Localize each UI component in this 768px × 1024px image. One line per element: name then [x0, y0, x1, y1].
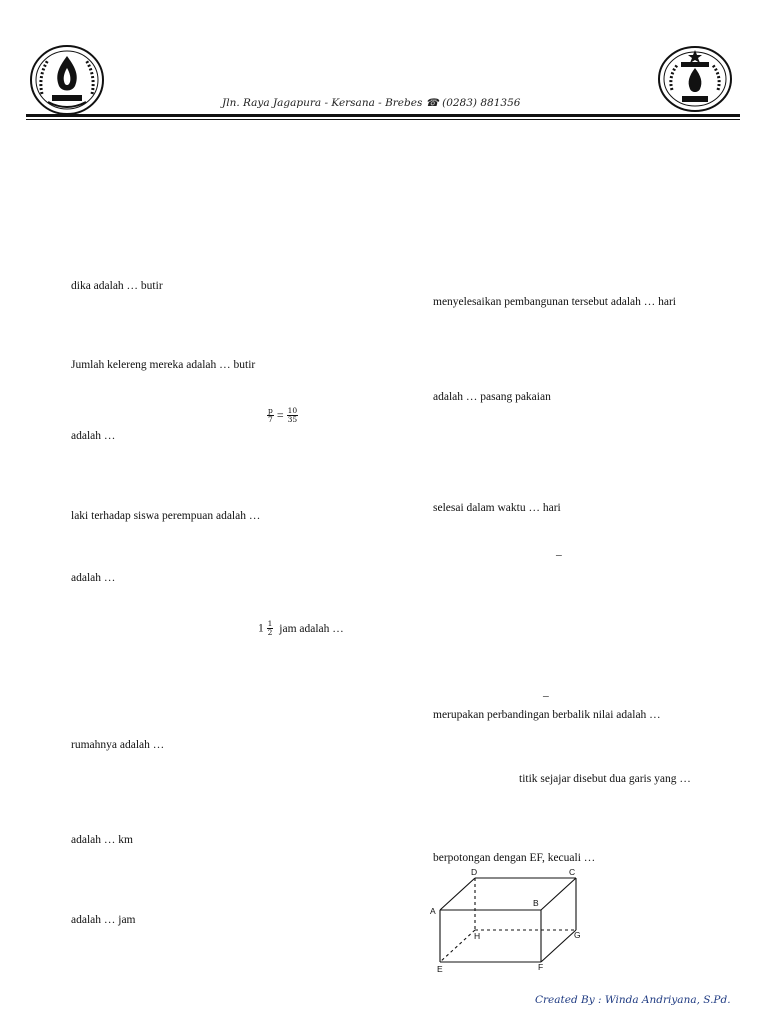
fraction-left: $\frac{p}{7}$: [268, 405, 273, 424]
vertex-label-h: H: [474, 931, 481, 941]
right-line-3: selesai dalam waktu … hari: [433, 502, 561, 514]
right-dash-1: –: [556, 549, 562, 561]
school-logo-left: [28, 42, 106, 118]
header-rule-thick: [26, 114, 740, 117]
left-line-8: adalah … km: [71, 834, 133, 846]
edge-cb: [541, 878, 576, 910]
school-address: Jln. Raya Jagapura - Kersana - Brebes ☎ (0283) 881356: [222, 97, 521, 109]
edge-he: [440, 930, 475, 962]
ratio-equation: [267, 406, 298, 424]
mixed-fraction: $\frac{1}{2}$: [267, 619, 273, 637]
right-line-4: merupakan perbandingan berbalik nilai adalah …: [433, 709, 661, 721]
mixed-whole: 1: [258, 622, 264, 635]
left-line-2: Jumlah kelereng mereka adalah … butir: [71, 359, 256, 371]
right-line-5: titik sejajar disebut dua garis yang …: [519, 773, 691, 785]
right-line-1: menyelesaikan pembangunan tersebut adalah … hari: [433, 296, 677, 308]
cuboid-diagram: [425, 864, 595, 978]
right-line-2: adalah … pasang pakaian: [433, 391, 551, 403]
fraction-right: $\frac{10}{35}$: [287, 405, 298, 424]
right-dash-2: –: [543, 690, 549, 702]
equals-sign: =: [276, 407, 284, 422]
right-line-6: berpotongan dengan EF, kecuali …: [433, 852, 596, 864]
left-line-9: adalah … jam: [71, 914, 136, 926]
vertex-label-d: D: [471, 867, 478, 877]
vertex-label-b: B: [533, 898, 539, 908]
vertex-label-g: G: [574, 930, 581, 940]
edge-gf: [541, 930, 576, 962]
left-line-3: adalah …: [71, 430, 116, 442]
vertex-label-e: E: [437, 964, 443, 974]
left-line-6: jam adalah …: [279, 622, 344, 635]
left-line-4: laki terhadap siswa perempuan adalah …: [71, 510, 261, 522]
vertex-label-f: F: [538, 962, 544, 972]
vertex-label-a: A: [430, 906, 436, 916]
edge-ad: [440, 878, 475, 910]
left-line-7: rumahnya adalah …: [71, 739, 165, 751]
header-rule-thin: [26, 119, 740, 120]
mixed-number-line: [258, 620, 344, 637]
left-line-1: dika adalah … butir: [71, 280, 163, 292]
school-logo-right: [656, 44, 734, 114]
left-line-5: adalah …: [71, 572, 116, 584]
author-credit: Created By : Winda Andriyana, S.Pd.: [535, 994, 731, 1006]
vertex-label-c: C: [569, 867, 576, 877]
